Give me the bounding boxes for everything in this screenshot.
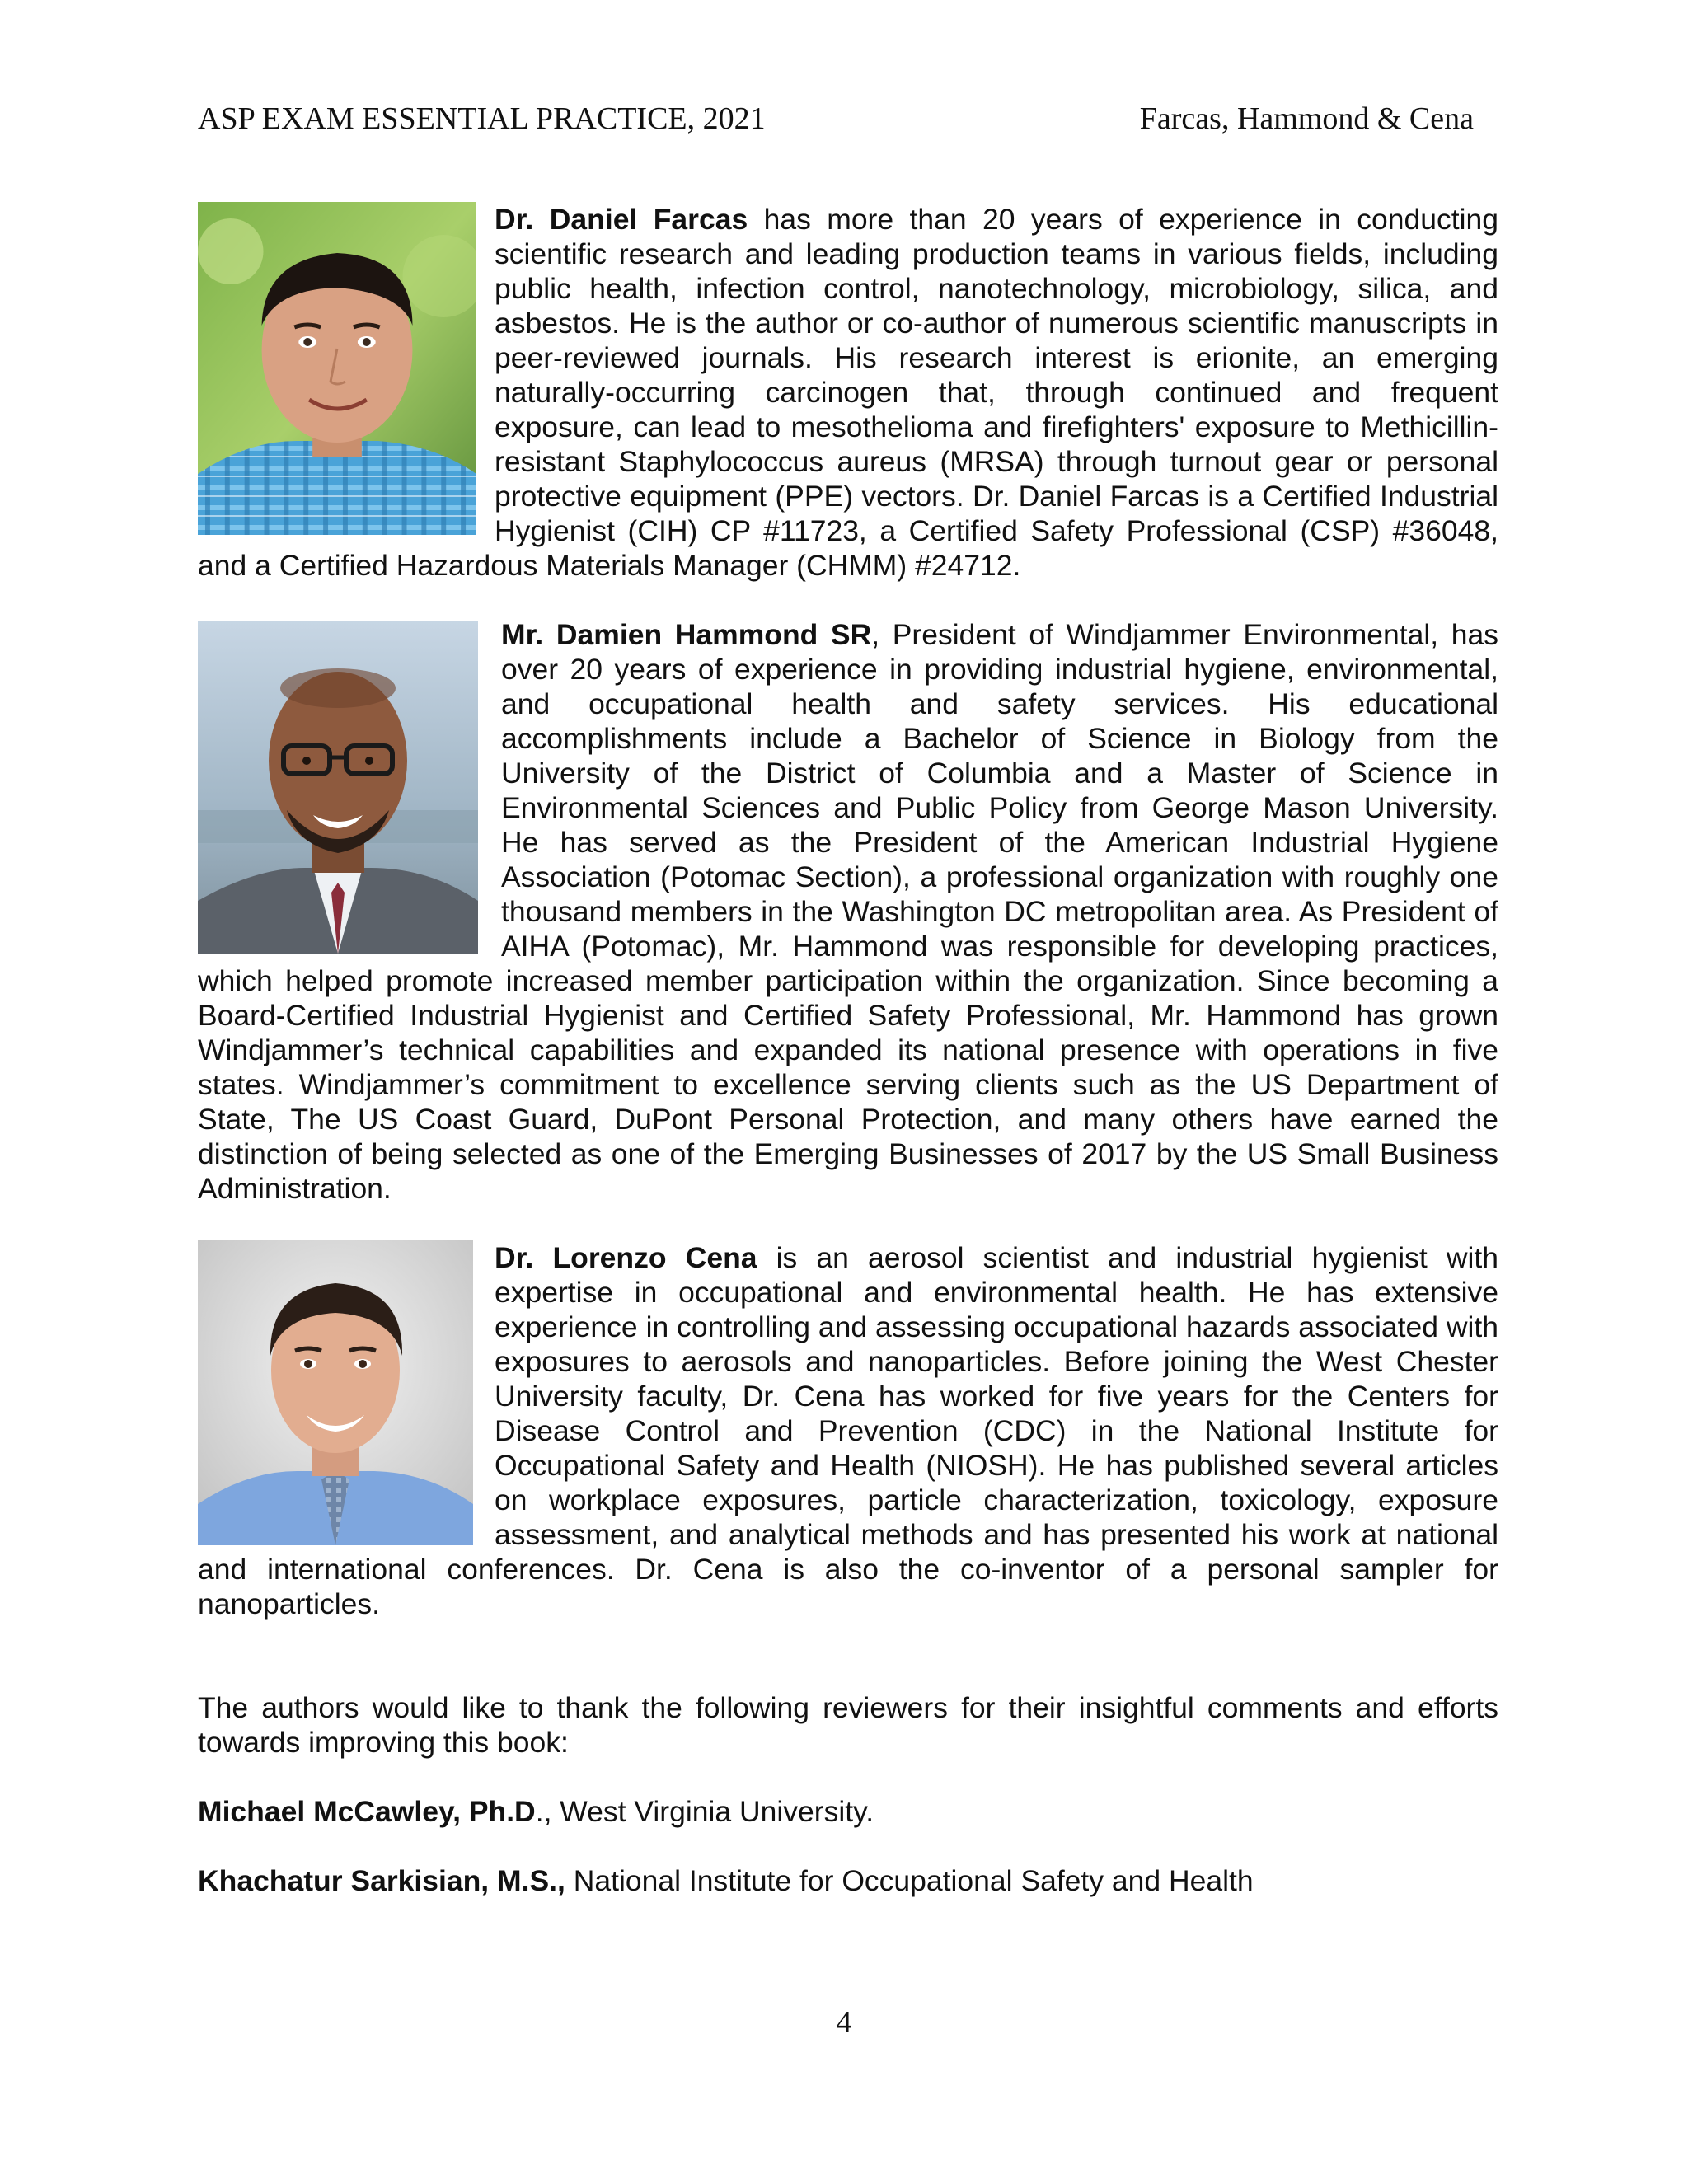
page-number: 4 bbox=[836, 2005, 852, 2040]
reviewer-entry bbox=[198, 1863, 1498, 1898]
bio-hammond bbox=[198, 617, 1498, 1206]
bio-text: has more than 20 years of experience in conducting scientific research and leading production teams in various fields, including public health, infection control, nanotechnology, microbiology, silica, and asbestos. He is the author or co-author of numerous scientific manuscripts in peer-reviewed journals. His research interest is erionite, an emerging naturally-occurring carcinogen that, through continued and frequent exposure, can lead to mesothelioma and firefighters' exposure to Methicillin-resistant Staphylococcus aureus (MRSA) through turnout gear or personal protective equipment (PPE) vectors. Dr. Daniel Farcas is a Certified Industrial Hygienist (CIH) CP #11723, a Certified Safety Professional (CSP) #36048, and a Certified Hazardous Materials Manager (CHMM) #24712. bbox=[198, 203, 1498, 582]
portrait-photo-hammond bbox=[198, 621, 478, 954]
portrait-photo-farcas bbox=[198, 202, 476, 535]
running-header bbox=[198, 99, 1474, 148]
bio-name: Dr. Daniel Farcas bbox=[495, 203, 748, 236]
bio-farcas bbox=[198, 202, 1498, 583]
header-title: ASP EXAM ESSENTIAL PRACTICE, 2021 bbox=[198, 101, 766, 136]
header-authors: Farcas, Hammond & Cena bbox=[1139, 101, 1474, 136]
reviewer-affiliation: National Institute for Occupational Safety and Health bbox=[565, 1864, 1254, 1897]
reviewer-name: Michael McCawley, Ph.D bbox=[198, 1795, 536, 1828]
reviewer-affiliation: ., West Virginia University. bbox=[535, 1795, 874, 1828]
acknowledgment-intro: The authors would like to thank the following reviewers for their insightful comments and efforts towards improving this book: bbox=[198, 1691, 1498, 1759]
reviewer-name: Khachatur Sarkisian, M.S., bbox=[198, 1864, 565, 1897]
bio-text: , President of Windjammer Environmental, has over 20 years of experience in providing industrial hygiene, environmental, and occupational health and safety services. His educational accomplishments include a Bachelor of Science in Biology from the University of the District of Columbia and a Master of Science in Environmental Sciences and Public Policy from George Mason University. He has served as the President of the American Industrial Hygiene Association (Potomac Section), a professional organization with roughly one thousand members in the Washington DC metropolitan area. As President of AIHA (Potomac), Mr. Hammond was responsible for developing practices, which helped promote increased member participation within the organization. Since becoming a Board-Certified Industrial Hygienist and Certified Safety Professional, Mr. Hammond has grown Windjammer’s technical capabilities and expanded its national presence with operations in five states. Windjammer’s commitment to excellence serving clients such as the US Department of State, The US Coast Guard, DuPont Personal Protection, and many others have earned the distinction of being selected as one of the Emerging Businesses of 2017 by the US Small Business Administration. bbox=[198, 618, 1498, 1205]
bio-name: Dr. Lorenzo Cena bbox=[495, 1241, 757, 1274]
reviewer-entry bbox=[198, 1794, 1498, 1829]
portrait-photo-cena bbox=[198, 1240, 473, 1545]
page-content bbox=[198, 202, 1498, 1898]
acknowledgment-section bbox=[198, 1690, 1498, 1898]
bio-text: is an aerosol scientist and industrial hygienist with expertise in occupational and environmental health. He has extensive experience in controlling and assessing occupational hazards associated with exposures to aerosols and nanoparticles. Before joining the West Chester University faculty, Dr. Cena has worked for five years for the Centers for Disease Control and Prevention (CDC) in the National Institute for Occupational Safety and Health (NIOSH). He has published several articles on workplace exposures, particle characterization, toxicology, exposure assessment, and analytical methods and has presented his work at national and international conferences. Dr. Cena is also the co-inventor of a personal sampler for nanoparticles. bbox=[198, 1241, 1498, 1620]
bio-cena bbox=[198, 1240, 1498, 1621]
bio-name: Mr. Damien Hammond SR bbox=[501, 618, 872, 651]
